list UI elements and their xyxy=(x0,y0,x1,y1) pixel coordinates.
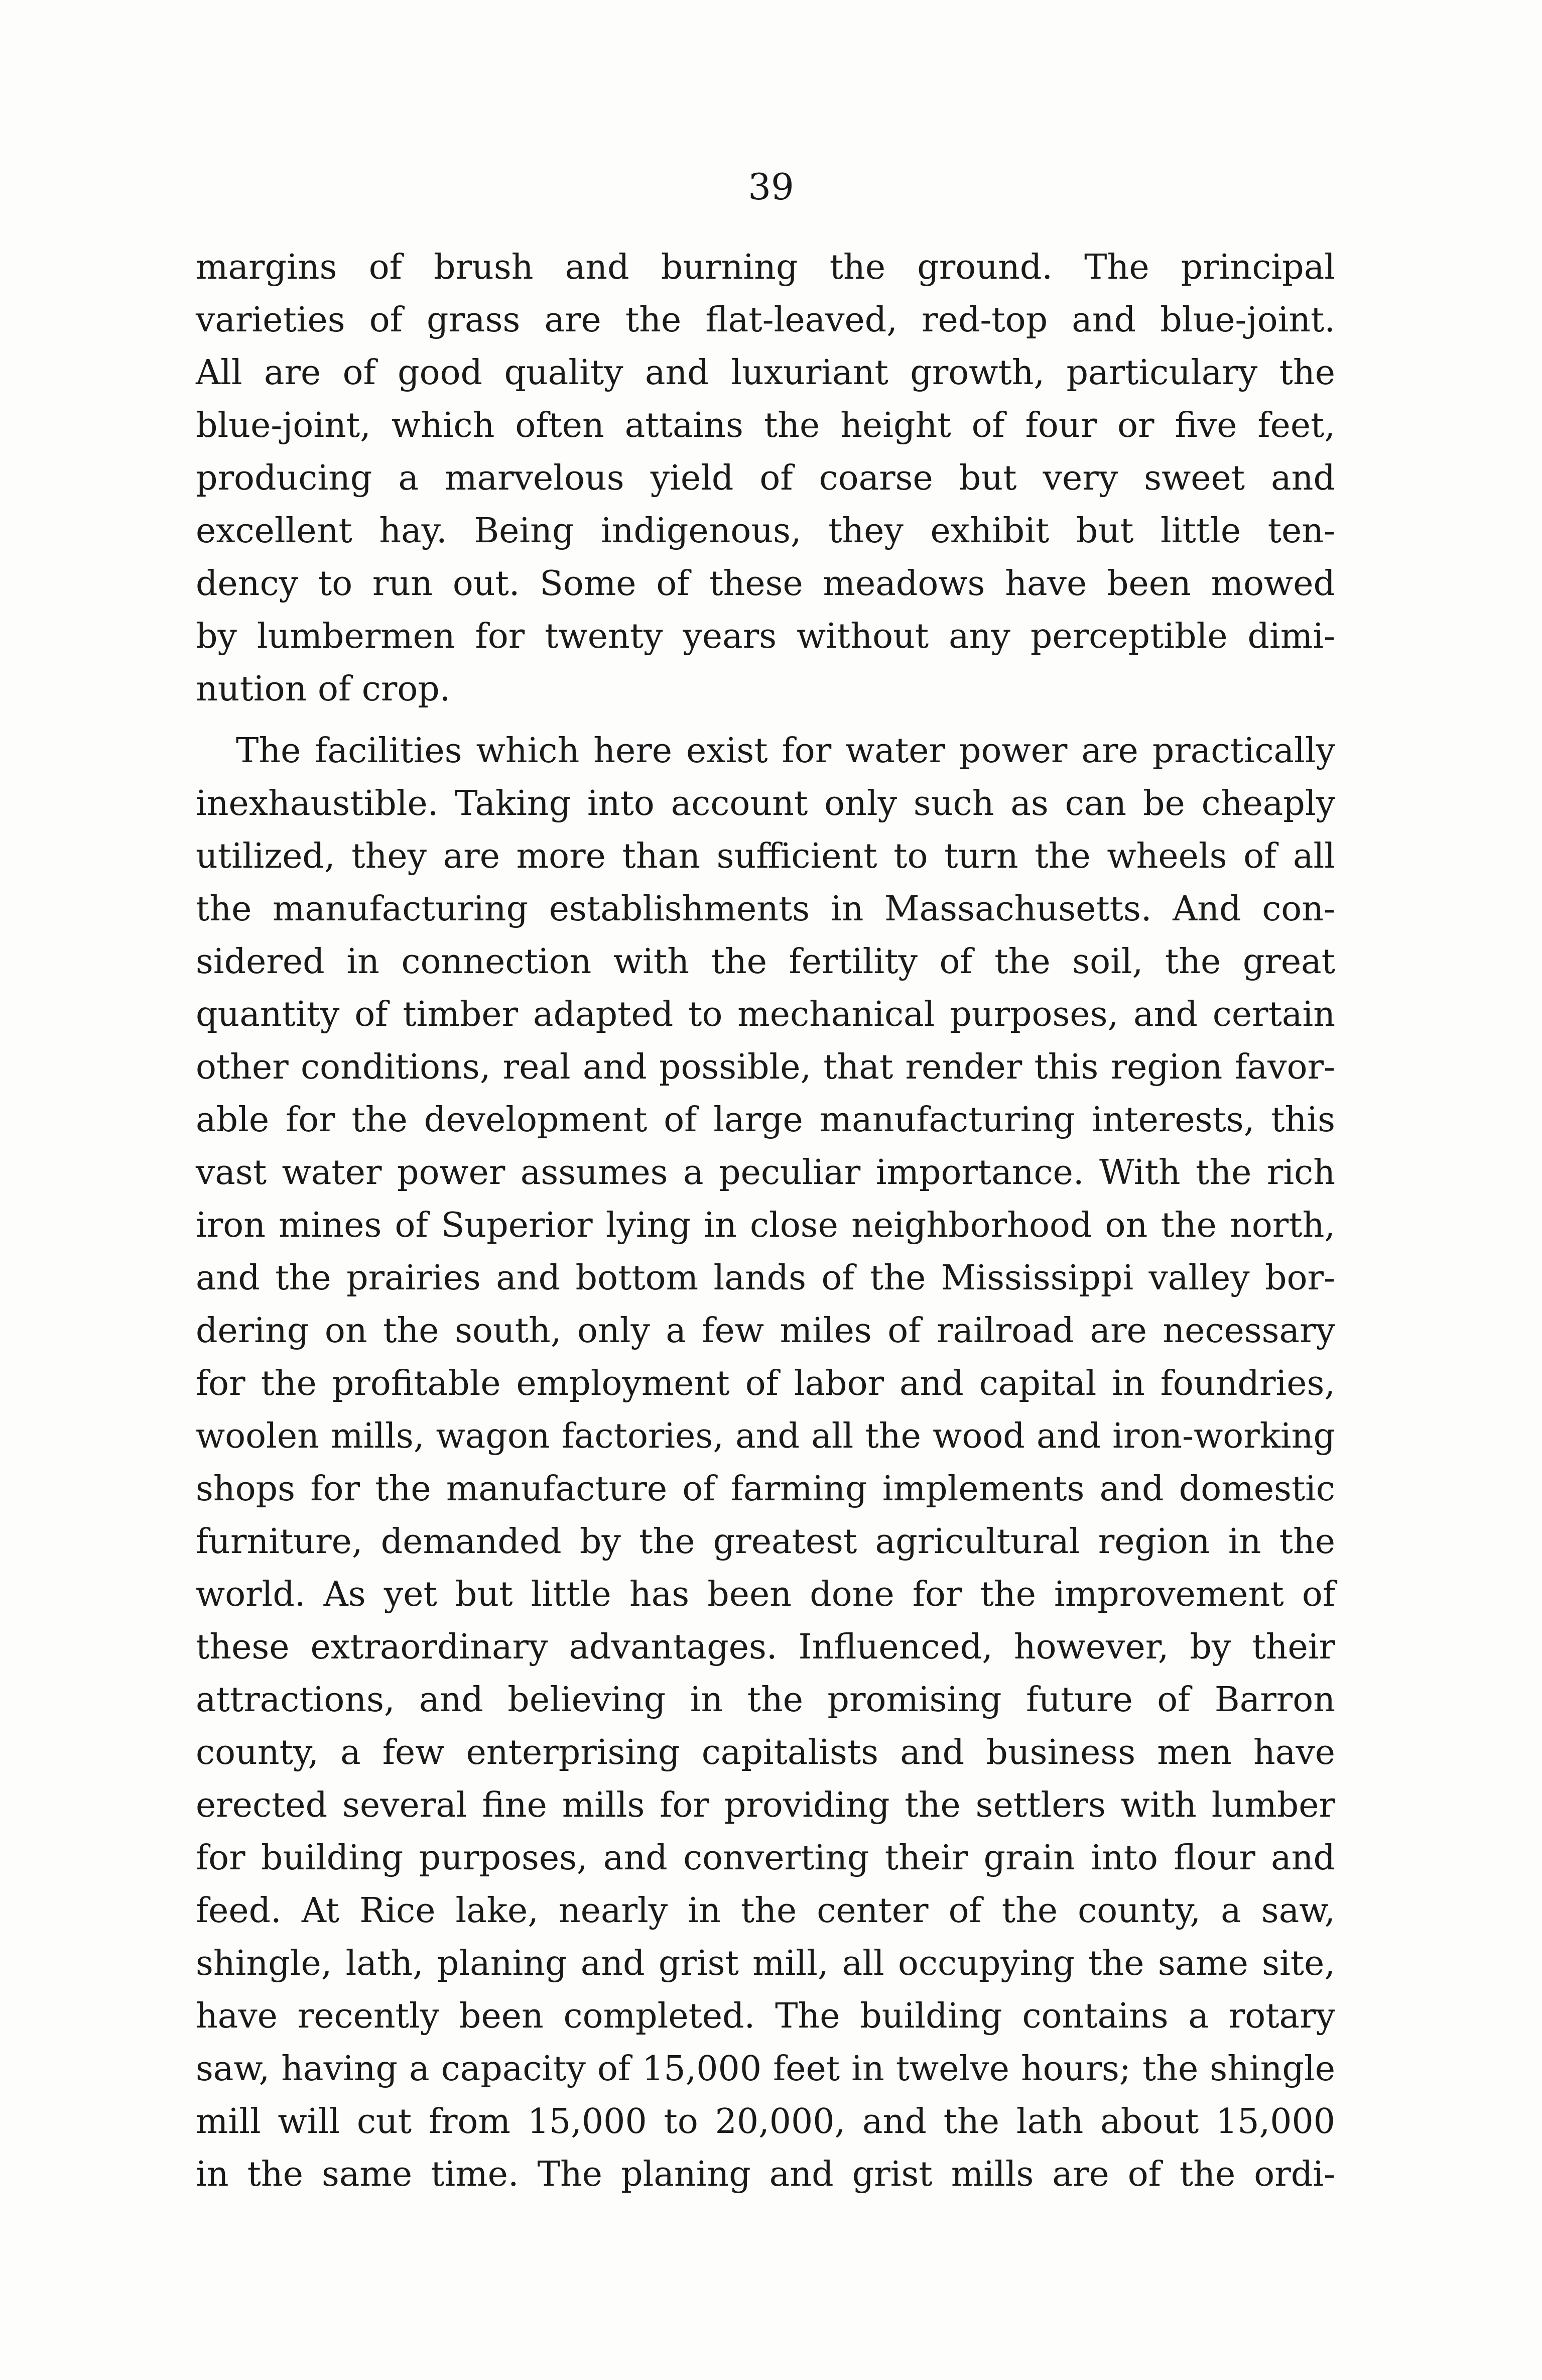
page-number: 39 xyxy=(748,166,794,208)
body-text xyxy=(196,241,1335,2201)
text-line: by lumbermen for twenty years without any perceptible dimi- xyxy=(196,617,1335,656)
text-line: All are of good quality and luxuriant growth, particulary the xyxy=(196,353,1335,393)
text-line: producing a marvelous yield of coarse but very sweet and xyxy=(196,458,1335,498)
text-line: margins of brush and burning the ground. The principal xyxy=(196,248,1335,287)
text-line: inexhaustible. Taking into account only such as can be cheaply xyxy=(196,784,1335,823)
text-line: shingle, lath, planing and grist mill, all occupying the same site, xyxy=(196,1944,1335,1983)
text-line: utilized, they are more than sufficient to turn the wheels of all xyxy=(196,837,1335,876)
text-line: nution of crop. xyxy=(196,669,451,709)
text-line: for building purposes, and converting their grain into flour and xyxy=(196,1838,1335,1878)
text-line: sidered in connection with the fertility of the soil, the great xyxy=(196,942,1335,982)
text-line: these extraordinary advantages. Influenced, however, by their xyxy=(196,1627,1335,1667)
text-line: iron mines of Superior lying in close neighborhood on the north, xyxy=(196,1206,1335,1245)
text-line: dering on the south, only a few miles of railroad are necessary xyxy=(196,1311,1335,1351)
text-line: attractions, and believing in the promising future of Barron xyxy=(196,1680,1335,1720)
text-line: and the prairies and bottom lands of the Mississippi valley bor- xyxy=(196,1258,1335,1298)
text-line: furniture, demanded by the greatest agricultural region in the xyxy=(196,1522,1335,1562)
text-line: for the profitable employment of labor and capital in foundries, xyxy=(196,1364,1335,1403)
text-line: have recently been completed. The building contains a rotary xyxy=(196,1996,1335,2036)
text-line: the manufacturing establishments in Massachusetts. And con- xyxy=(196,889,1335,929)
text-line: other conditions, real and possible, that render this region favor- xyxy=(196,1047,1335,1087)
text-line: mill will cut from 15,000 to 20,000, and the lath about 15,000 xyxy=(196,2102,1335,2141)
paragraph-gap xyxy=(196,716,1335,725)
text-line: The facilities which here exist for water power are practically xyxy=(236,731,1335,771)
text-line: blue-joint, which often attains the height of four or five feet, xyxy=(196,406,1335,445)
text-line: dency to run out. Some of these meadows have been mowed xyxy=(196,564,1335,604)
text-line: woolen mills, wagon factories, and all the wood and iron-working xyxy=(196,1416,1335,1456)
text-line: county, a few enterprising capitalists and business men have xyxy=(196,1733,1335,1772)
text-line: quantity of timber adapted to mechanical purposes, and certain xyxy=(196,995,1335,1034)
paragraph xyxy=(196,241,1335,716)
text-line: able for the development of large manufacturing interests, this xyxy=(196,1100,1335,1140)
paragraph xyxy=(196,725,1335,2201)
text-line: varieties of grass are the flat-leaved, red-top and blue-joint. xyxy=(196,300,1335,340)
text-line: in the same time. The planing and grist mills are of the ordi- xyxy=(196,2155,1335,2194)
text-line: saw, having a capacity of 15,000 feet in twelve hours; the shingle xyxy=(196,2049,1335,2089)
text-line: feed. At Rice lake, nearly in the center of the county, a saw, xyxy=(196,1891,1335,1931)
text-line: shops for the manufacture of farming implements and domestic xyxy=(196,1469,1335,1509)
text-line: world. As yet but little has been done for the improvement of xyxy=(196,1575,1335,1614)
text-line: vast water power assumes a peculiar importance. With the rich xyxy=(196,1153,1335,1193)
text-line: erected several fine mills for providing the settlers with lumber xyxy=(196,1786,1335,1825)
text-line: excellent hay. Being indigenous, they exhibit but little ten- xyxy=(196,511,1335,551)
